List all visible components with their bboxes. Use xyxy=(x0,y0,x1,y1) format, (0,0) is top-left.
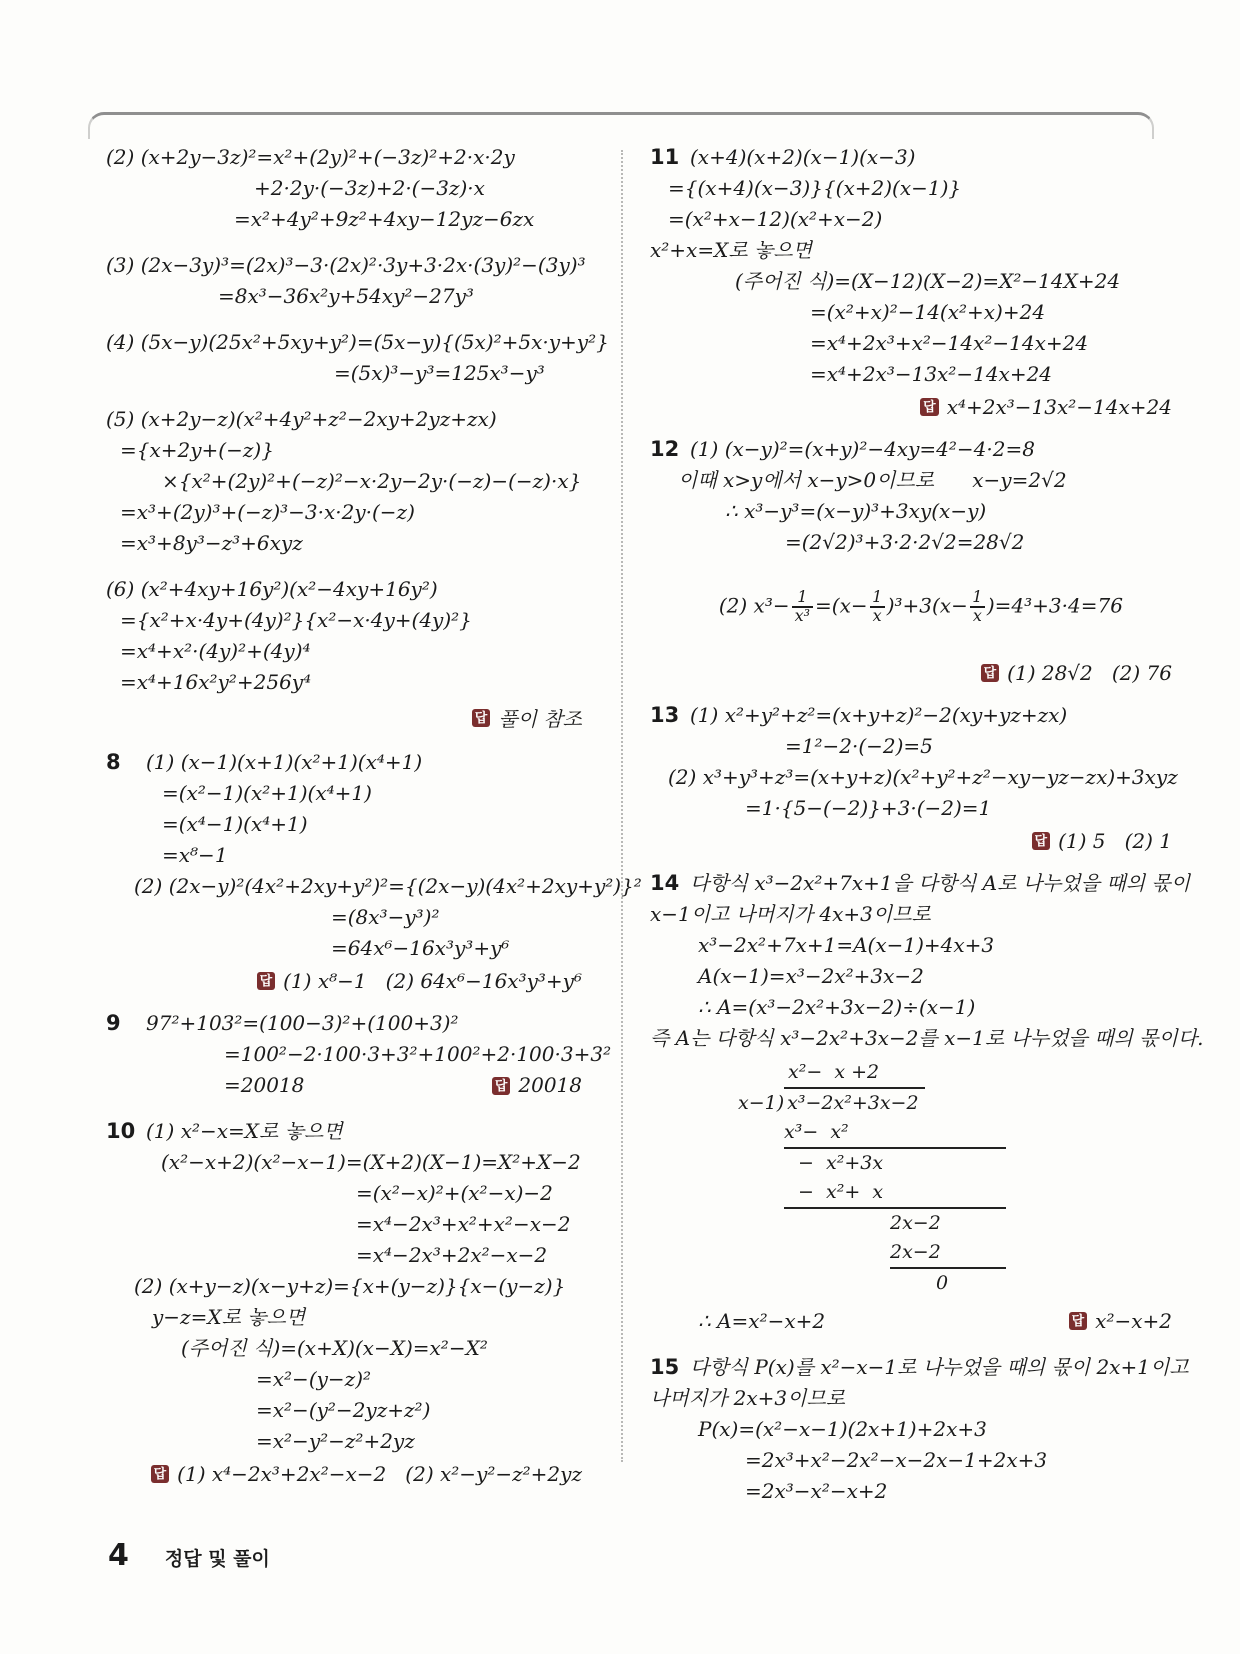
math-line: =x⁴+2x³+x²−14x²−14x+24 xyxy=(810,331,1089,355)
solution-10 xyxy=(106,1116,582,1486)
math-line: ×{x²+(2y)²+(−z)²−x·2y−2y·(−z)−(−z)·x} xyxy=(162,469,582,493)
answer-text: 20018 xyxy=(518,1073,582,1097)
math-line: 즉 A는 다항식 x³−2x²+3x−2를 x−1로 나누었을 때의 몫이다. xyxy=(650,1025,1204,1050)
solution-13 xyxy=(650,700,1178,853)
math-line: (2) (2x−y)²(4x²+2xy+y²)²={(2x−y)(4x²+2xy+y²)}² xyxy=(134,874,642,898)
problem-number: 11 xyxy=(650,145,680,169)
answer-text: x²−x+2 xyxy=(1095,1308,1172,1333)
solution-6 xyxy=(106,574,582,732)
answer-text: x⁴+2x³−13x²−14x+24 xyxy=(946,395,1172,419)
math-line: =x²+4y²+9z²+4xy−12yz−6zx xyxy=(234,207,535,231)
answer-line xyxy=(106,703,582,732)
math-line: =64x⁶−16x³y³+y⁶ xyxy=(331,936,510,960)
math-line: ={(x+4)(x−3)}{(x+2)(x−1)} xyxy=(668,176,962,200)
math-line: =x⁴−2x³+x²+x²−x−2 xyxy=(356,1212,571,1236)
problem-number: 9 xyxy=(106,1011,121,1035)
answer-line xyxy=(1069,1306,1172,1337)
division-divisor: x−1) xyxy=(738,1091,785,1114)
math-line: ∴ x³−y³=(x−y)³+3xy(x−y) xyxy=(725,499,987,523)
fraction: $\frac{1}{x}$ xyxy=(870,589,885,625)
math-line: =8x³−36x²y+54xy²−27y³ xyxy=(218,284,474,308)
math-line: (5) (x+2y−z)(x²+4y²+z²−2xy+2yz+zx) xyxy=(106,407,497,431)
math-line: ={x²+x·4y+(4y)²}{x²−x·4y+(4y)²} xyxy=(120,608,472,632)
math-line: x²+x=X로 놓으면 xyxy=(650,238,812,262)
solution-14 xyxy=(650,868,1204,1337)
math-line: (주어진 식)=(x+X)(x−X)=x²−X² xyxy=(181,1336,488,1360)
division-step: − x²+3x xyxy=(798,1151,884,1174)
math-line: A(x−1)=x³−2x²+3x−2 xyxy=(698,963,924,988)
fraction: $\frac{1}{x}$ xyxy=(970,589,985,625)
division-divisor-row xyxy=(738,1087,1172,1118)
solution-4 xyxy=(106,327,609,389)
division-step: x³− x² xyxy=(784,1118,1006,1149)
page-top-border xyxy=(88,112,1154,139)
answer-text: (1) x⁸−1 (2) 64x⁶−16x³y³+y⁶ xyxy=(283,969,582,993)
division-quotient: x²− x +2 xyxy=(788,1060,880,1083)
math-line: =x⁴+x²·(4y)²+(4y)⁴ xyxy=(120,639,311,663)
answer-text: (1) 28√2 (2) 76 xyxy=(1007,660,1172,685)
long-division xyxy=(738,1058,1172,1298)
math-line: 12 (1) (x−y)²=(x+y)²−4xy=4²−4·2=8 xyxy=(650,434,1172,465)
math-line: =x⁴−2x³+2x²−x−2 xyxy=(356,1243,548,1267)
division-remainder: 0 xyxy=(936,1271,949,1294)
math-line: (2) x³+y³+z³=(x+y+z)(x²+y²+z²−xy−yz−zx)+3xyz xyxy=(668,764,1178,789)
math-line: (주어진 식)=(X−12)(X−2)=X²−14X+24 xyxy=(735,269,1121,293)
math-line: (2) (x+2y−3z)²=x²+(2y)²+(−3z)²+2·x·2y xyxy=(106,145,515,169)
math-line: =(8x³−y³)² xyxy=(331,905,440,929)
answer-line xyxy=(106,969,582,993)
solution-3 xyxy=(106,250,586,312)
math-line: 9 97²+103²=(100−3)²+(100+3)² xyxy=(106,1008,582,1039)
math-line: =1·{5−(−2)}+3·(−2)=1 xyxy=(745,795,992,820)
problem-number: 15 xyxy=(650,1354,680,1379)
math-line: =(2√2)³+3·2·2√2=28√2 xyxy=(785,530,1025,554)
answer-icon: 답 xyxy=(1069,1312,1088,1330)
answer-line xyxy=(492,1070,582,1101)
math-line: x−1이고 나머지가 4x+3이므로 xyxy=(650,901,931,926)
math-line: =x²−y²−z²+2yz xyxy=(256,1429,415,1453)
answer-text: 풀이 참조 xyxy=(498,707,582,731)
math-line: ={x+2y+(−z)} xyxy=(120,438,274,462)
math-line: =x⁴+16x²y²+256y⁴ xyxy=(120,670,312,694)
math-line: =2x³+x²−2x²−x−2x−1+2x+3 xyxy=(745,1447,1048,1472)
problem-number: 14 xyxy=(650,870,680,895)
answer-line xyxy=(650,395,1172,419)
math-line: 14 다항식 x³−2x²+7x+1을 다항식 A로 나누었을 때의 몫이 xyxy=(650,868,1172,899)
problem-number: 13 xyxy=(650,702,680,727)
math-line: P(x)=(x²−x−1)(2x+1)+2x+3 xyxy=(698,1416,987,1441)
math-line: =(x²−x)²+(x²−x)−2 xyxy=(356,1181,553,1205)
math-line: =(x⁴−1)(x⁴+1) xyxy=(162,812,308,836)
solution-8 xyxy=(106,747,642,993)
math-line: =20018 답 20018 xyxy=(106,1070,582,1101)
fraction: $\frac{1}{\text{x³}}$ xyxy=(792,589,813,625)
answer-icon: 답 xyxy=(492,1077,511,1095)
solution-5 xyxy=(106,404,582,559)
problem-number: 8 xyxy=(106,750,121,774)
solution-11 xyxy=(650,142,1172,419)
answer-icon: 답 xyxy=(1032,832,1051,850)
answer-icon: 답 xyxy=(981,664,1000,682)
problem-number: 10 xyxy=(106,1119,136,1143)
math-line: ∴ A=(x³−2x²+3x−2)÷(x−1) xyxy=(698,994,976,1019)
left-column xyxy=(106,142,642,1501)
math-line: (x²−x+2)(x²−x−1)=(X+2)(X−1)=X²+X−2 xyxy=(161,1150,581,1174)
solution-12 xyxy=(650,434,1172,685)
column-divider xyxy=(621,150,623,1462)
math-line: 15 다항식 P(x)를 x²−x−1로 나누었을 때의 몫이 2x+1이고 xyxy=(650,1352,1172,1383)
math-line: +2·2y·(−3z)+2·(−3z)·x xyxy=(254,176,485,200)
answer-icon: 답 xyxy=(151,1465,170,1483)
math-line: =(x²−1)(x²+1)(x⁴+1) xyxy=(162,781,372,805)
answer-icon: 답 xyxy=(257,972,276,990)
answer-line xyxy=(650,829,1172,853)
math-line: ∴ A=x²−x+2 답 x²−x+2 xyxy=(650,1306,1172,1337)
problem-number: 12 xyxy=(650,437,680,461)
math-line: =(x²+x)²−14(x²+x)+24 xyxy=(810,300,1046,324)
math-line: =(x²+x−12)(x²+x−2) xyxy=(668,207,883,231)
math-line: 11 (x+4)(x+2)(x−1)(x−3) xyxy=(650,142,1172,173)
solution-2 xyxy=(106,142,582,235)
math-line: x³−2x²+7x+1=A(x−1)+4x+3 xyxy=(698,932,995,957)
math-line: =1²−2·(−2)=5 xyxy=(785,733,933,758)
solution-9 xyxy=(106,1008,612,1101)
answer-icon: 답 xyxy=(920,398,939,416)
footer-title: 정답 및 풀이 xyxy=(164,1548,270,1570)
math-line: y−z=X로 놓으면 xyxy=(152,1305,306,1329)
math-line: 나머지가 2x+3이므로 xyxy=(650,1385,846,1410)
math-line-fraction: (2) x³− $\frac{1}{\text{x³}}$ =(x− $\frac{1}{x}$ )³+3(x− $\frac{1}{x}$ )=4³+3·4=76 xyxy=(718,587,1123,625)
math-line: =100²−2·100·3+3²+100²+2·100·3+3² xyxy=(224,1042,612,1066)
math-line: 이때 x>y에서 x−y>0이므로 x−y=2√2 xyxy=(678,468,1067,492)
solution-15 xyxy=(650,1352,1189,1507)
division-step: − x²+ x xyxy=(784,1178,1006,1209)
right-column xyxy=(650,142,1204,1522)
math-line: 8 (1) (x−1)(x+1)(x²+1)(x⁴+1) xyxy=(106,747,582,778)
division-dividend: x³−2x²+3x−2 xyxy=(784,1087,924,1118)
math-line: =(5x)³−y³=125x³−y³ xyxy=(334,361,545,385)
math-line: (4) (5x−y)(25x²+5xy+y²)=(5x−y){(5x)²+5x·y+y²} xyxy=(106,330,609,354)
math-line: (3) (2x−3y)³=(2x)³−3·(2x)²·3y+3·2x·(3y)²−(3y)³ xyxy=(106,253,586,277)
page-number: 4 xyxy=(108,1538,129,1573)
math-line: (2) (x+y−z)(x−y+z)={x+(y−z)}{x−(y−z)} xyxy=(134,1274,566,1298)
page-footer xyxy=(108,1538,270,1573)
answer-line xyxy=(650,661,1172,685)
math-line: =x⁴+2x³−13x²−14x+24 xyxy=(810,362,1053,386)
math-line: =x³+8y³−z³+6xyz xyxy=(120,531,303,555)
math-line: =x³+(2y)³+(−z)³−3·x·2y·(−z) xyxy=(120,500,415,524)
math-line: =x²−(y²−2yz+z²) xyxy=(256,1398,431,1422)
answer-text: (1) 5 (2) 1 xyxy=(1058,828,1172,853)
answer-text: (1) x⁴−2x³+2x²−x−2 (2) x²−y²−z²+2yz xyxy=(177,1462,582,1486)
math-line: =x⁸−1 xyxy=(162,843,228,867)
math-line: 10 (1) x²−x=X로 놓으면 xyxy=(106,1116,582,1147)
answer-icon: 답 xyxy=(472,709,491,727)
answer-line xyxy=(106,1462,582,1486)
division-step: 2x−2 xyxy=(890,1211,941,1234)
math-line: =2x³−x²−x+2 xyxy=(745,1478,888,1503)
math-line: (6) (x²+4xy+16y²)(x²−4xy+16y²) xyxy=(106,577,438,601)
math-line: 13 (1) x²+y²+z²=(x+y+z)²−2(xy+yz+zx) xyxy=(650,700,1172,731)
math-line: =x²−(y−z)² xyxy=(256,1367,372,1391)
division-step: 2x−2 xyxy=(890,1238,1006,1269)
